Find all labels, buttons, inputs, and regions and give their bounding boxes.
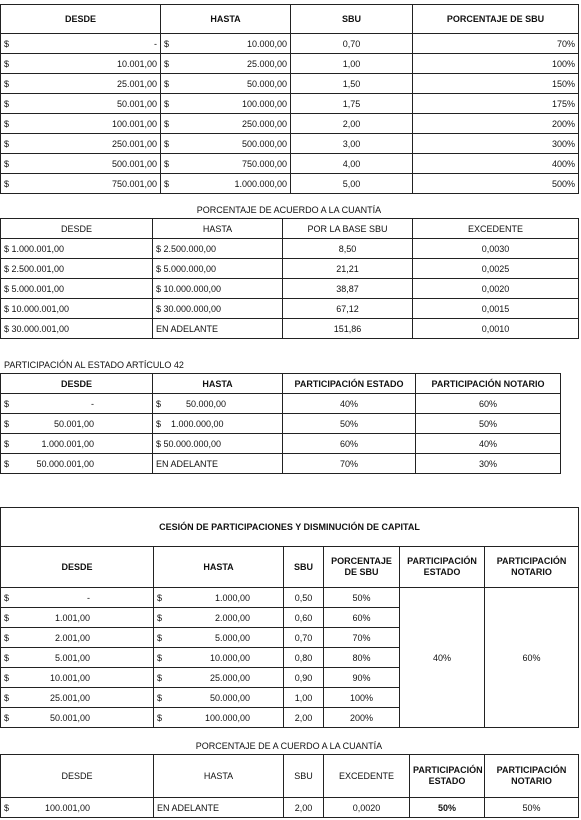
estado-cell: 60% xyxy=(283,434,416,454)
desde-cell: $ 100.001,00 xyxy=(1,798,154,818)
hasta-cell: $ 250.000,00 xyxy=(161,114,291,134)
sbu-cell: 0,70 xyxy=(284,628,324,648)
col-participacion-notario: PARTICIPACIÓN NOTARIO xyxy=(416,374,561,394)
desde-cell: $ - xyxy=(1,394,153,414)
hasta-cell: EN ADELANTE xyxy=(154,798,284,818)
table-row xyxy=(1,74,579,94)
desde-cell: $ 2.001,00 xyxy=(1,628,154,648)
table-row xyxy=(1,434,561,454)
desde-cell: $ - xyxy=(1,588,154,608)
notario-merged-cell: 60% xyxy=(485,588,579,728)
sbu-cell: 0,70 xyxy=(291,34,413,54)
desde-cell: $ 10.001,00 xyxy=(1,668,154,688)
col-base-sbu: POR LA BASE SBU xyxy=(283,219,413,239)
hasta-cell: $ 10.000,00 xyxy=(161,34,291,54)
table-row xyxy=(1,299,579,319)
porcentaje-cell: 100% xyxy=(413,54,579,74)
porcentaje-cell: 70% xyxy=(324,628,400,648)
excedente-cell: 0,0010 xyxy=(413,319,579,339)
base-sbu-cell: 8,50 xyxy=(283,239,413,259)
cuantia-cesion-caption: PORCENTAJE DE A CUERDO A LA CUANTÍA xyxy=(195,741,383,751)
hasta-cell: $ 500.000,00 xyxy=(161,134,291,154)
porcentaje-cell: 300% xyxy=(413,134,579,154)
col-hasta: HASTA xyxy=(154,755,284,798)
col-participacion-estado: PARTICIPACIÓN ESTADO xyxy=(400,547,485,588)
excedente-cell: 0,0030 xyxy=(413,239,579,259)
table-row xyxy=(1,94,579,114)
hasta-cell: EN ADELANTE xyxy=(153,454,283,474)
col-hasta: HASTA xyxy=(153,219,283,239)
desde-cell: $ 25.001,00 xyxy=(1,74,161,94)
table-row xyxy=(1,154,579,174)
desde-cell: $ 10.000.001,00 xyxy=(1,299,153,319)
hasta-cell: $ 30.000.000,00 xyxy=(153,299,283,319)
hasta-cell: $ 5.000,00 xyxy=(154,628,284,648)
notario-cell: 60% xyxy=(416,394,561,414)
hasta-cell: $ 1.000.000,00 xyxy=(161,174,291,194)
desde-cell: $ 1.001,00 xyxy=(1,608,154,628)
hasta-cell: $ 25.000,00 xyxy=(161,54,291,74)
desde-cell: $ 50.001,00 xyxy=(1,94,161,114)
table-row xyxy=(1,134,579,154)
table-row xyxy=(1,319,579,339)
col-participacion-notario: PARTICIPACIÓN NOTARIO xyxy=(485,547,579,588)
col-desde: DESDE xyxy=(1,755,154,798)
porcentaje-cell: 200% xyxy=(324,708,400,728)
hasta-cell: $ 10.000,00 xyxy=(154,648,284,668)
hasta-cell: $ 2.000,00 xyxy=(154,608,284,628)
table-row xyxy=(1,588,579,608)
sbu-cell: 1,75 xyxy=(291,94,413,114)
sbu-cell: 1,50 xyxy=(291,74,413,94)
col-participacion-estado: PARTICIPACIÓN ESTADO xyxy=(283,374,416,394)
cesion-table xyxy=(0,507,578,728)
col-sbu: SBU xyxy=(284,755,324,798)
hasta-cell: $ 1.000.000,00 xyxy=(153,414,283,434)
desde-cell: $ 2.500.001,00 xyxy=(1,259,153,279)
col-desde: DESDE xyxy=(1,374,153,394)
excedente-cell: 0,0025 xyxy=(413,259,579,279)
col-participacion-notario: PARTICIPACIÓN NOTARIO xyxy=(485,755,579,798)
sbu-cell: 0,90 xyxy=(284,668,324,688)
sbu-cell: 2,00 xyxy=(291,114,413,134)
desde-cell: $ 500.001,00 xyxy=(1,154,161,174)
porcentaje-cell: 90% xyxy=(324,668,400,688)
cuantia-caption: PORCENTAJE DE ACUERDO A LA CUANTÍA xyxy=(196,205,382,215)
base-sbu-cell: 67,12 xyxy=(283,299,413,319)
estado-cell: 70% xyxy=(283,454,416,474)
table-row xyxy=(1,279,579,299)
desde-cell: $ - xyxy=(1,34,161,54)
desde-cell: $ 30.000.001,00 xyxy=(1,319,153,339)
hasta-cell: $ 5.000.000,00 xyxy=(153,259,283,279)
col-participacion-estado: PARTICIPACIÓN ESTADO xyxy=(410,755,485,798)
desde-cell: $ 750.001,00 xyxy=(1,174,161,194)
sbu-cell: 4,00 xyxy=(291,154,413,174)
porcentaje-cell: 80% xyxy=(324,648,400,668)
table-row xyxy=(1,414,561,434)
cuantia-cesion-table xyxy=(0,738,578,818)
table-row xyxy=(1,34,579,54)
col-hasta: HASTA xyxy=(161,5,291,34)
col-sbu: SBU xyxy=(291,5,413,34)
porcentaje-cell: 60% xyxy=(324,608,400,628)
desde-cell: $ 1.000.001,00 xyxy=(1,239,153,259)
hasta-cell: $ 100.000,00 xyxy=(161,94,291,114)
notario-cell: 30% xyxy=(416,454,561,474)
col-hasta: HASTA xyxy=(154,547,284,588)
cesion-title: CESIÓN DE PARTICIPACIONES Y DISMINUCIÓN DE CAPITAL xyxy=(1,508,579,547)
col-desde: DESDE xyxy=(1,5,161,34)
excedente-cell: 0,0020 xyxy=(413,279,579,299)
sbu-cell: 1,00 xyxy=(291,54,413,74)
table-row xyxy=(1,394,561,414)
notario-cell: 40% xyxy=(416,434,561,454)
sbu-cell: 2,00 xyxy=(284,798,324,818)
excedente-cell: 0,0015 xyxy=(413,299,579,319)
desde-cell: $ 5.001,00 xyxy=(1,648,154,668)
sbu-cell: 3,00 xyxy=(291,134,413,154)
hasta-cell: $ 10.000.000,00 xyxy=(153,279,283,299)
porcentaje-cell: 200% xyxy=(413,114,579,134)
table-row xyxy=(1,239,579,259)
hasta-cell: EN ADELANTE xyxy=(153,319,283,339)
col-sbu: SBU xyxy=(284,547,324,588)
col-porcentaje-sbu: PORCENTAJE DE SBU xyxy=(413,5,579,34)
hasta-cell: $ 50.000,00 xyxy=(161,74,291,94)
estado-cell: 50% xyxy=(410,798,485,818)
porcentaje-cell: 50% xyxy=(324,588,400,608)
hasta-cell: $ 1.000,00 xyxy=(154,588,284,608)
col-hasta: HASTA xyxy=(153,374,283,394)
col-excedente: EXCEDENTE xyxy=(324,755,410,798)
cuantia-table xyxy=(0,202,578,339)
desde-cell: $ 50.000.001,00 xyxy=(1,454,153,474)
desde-cell: $ 10.001,00 xyxy=(1,54,161,74)
hasta-cell: $ 750.000,00 xyxy=(161,154,291,174)
porcentaje-cell: 400% xyxy=(413,154,579,174)
notario-cell: 50% xyxy=(485,798,579,818)
col-porcentaje-sbu: PORCENTAJE DE SBU xyxy=(324,547,400,588)
sbu-cell: 1,00 xyxy=(284,688,324,708)
col-desde: DESDE xyxy=(1,219,153,239)
participacion-caption: PARTICIPACIÓN AL ESTADO ARTÍCULO 42 xyxy=(4,360,184,370)
porcentaje-cell: 150% xyxy=(413,74,579,94)
desde-cell: $ 100.001,00 xyxy=(1,114,161,134)
sbu-cell: 5,00 xyxy=(291,174,413,194)
col-desde: DESDE xyxy=(1,547,154,588)
table-row xyxy=(1,798,579,818)
porcentaje-cell: 100% xyxy=(324,688,400,708)
base-sbu-cell: 151,86 xyxy=(283,319,413,339)
desde-cell: $ 25.001,00 xyxy=(1,688,154,708)
hasta-cell: $ 50.000,00 xyxy=(153,394,283,414)
table-row xyxy=(1,114,579,134)
table-row xyxy=(1,454,561,474)
hasta-cell: $ 50.000.000,00 xyxy=(153,434,283,454)
col-excedente: EXCEDENTE xyxy=(413,219,579,239)
desde-cell: $ 250.001,00 xyxy=(1,134,161,154)
estado-merged-cell: 40% xyxy=(400,588,485,728)
desde-cell: $ 50.001,00 xyxy=(1,708,154,728)
sbu-table xyxy=(0,4,578,194)
sbu-cell: 0,80 xyxy=(284,648,324,668)
excedente-cell: 0,0020 xyxy=(324,798,410,818)
desde-cell: $ 1.000.001,00 xyxy=(1,434,153,454)
hasta-cell: $ 25.000,00 xyxy=(154,668,284,688)
base-sbu-cell: 38,87 xyxy=(283,279,413,299)
participacion-estado-table xyxy=(0,357,560,474)
table-row xyxy=(1,54,579,74)
table-row xyxy=(1,174,579,194)
table-row xyxy=(1,259,579,279)
porcentaje-cell: 500% xyxy=(413,174,579,194)
estado-cell: 50% xyxy=(283,414,416,434)
desde-cell: $ 5.000.001,00 xyxy=(1,279,153,299)
porcentaje-cell: 70% xyxy=(413,34,579,54)
hasta-cell: $ 50.000,00 xyxy=(154,688,284,708)
sbu-cell: 2,00 xyxy=(284,708,324,728)
sbu-cell: 0,50 xyxy=(284,588,324,608)
sbu-cell: 0,60 xyxy=(284,608,324,628)
hasta-cell: $ 100.000,00 xyxy=(154,708,284,728)
hasta-cell: $ 2.500.000,00 xyxy=(153,239,283,259)
desde-cell: $ 50.001,00 xyxy=(1,414,153,434)
estado-cell: 40% xyxy=(283,394,416,414)
base-sbu-cell: 21,21 xyxy=(283,259,413,279)
notario-cell: 50% xyxy=(416,414,561,434)
porcentaje-cell: 175% xyxy=(413,94,579,114)
